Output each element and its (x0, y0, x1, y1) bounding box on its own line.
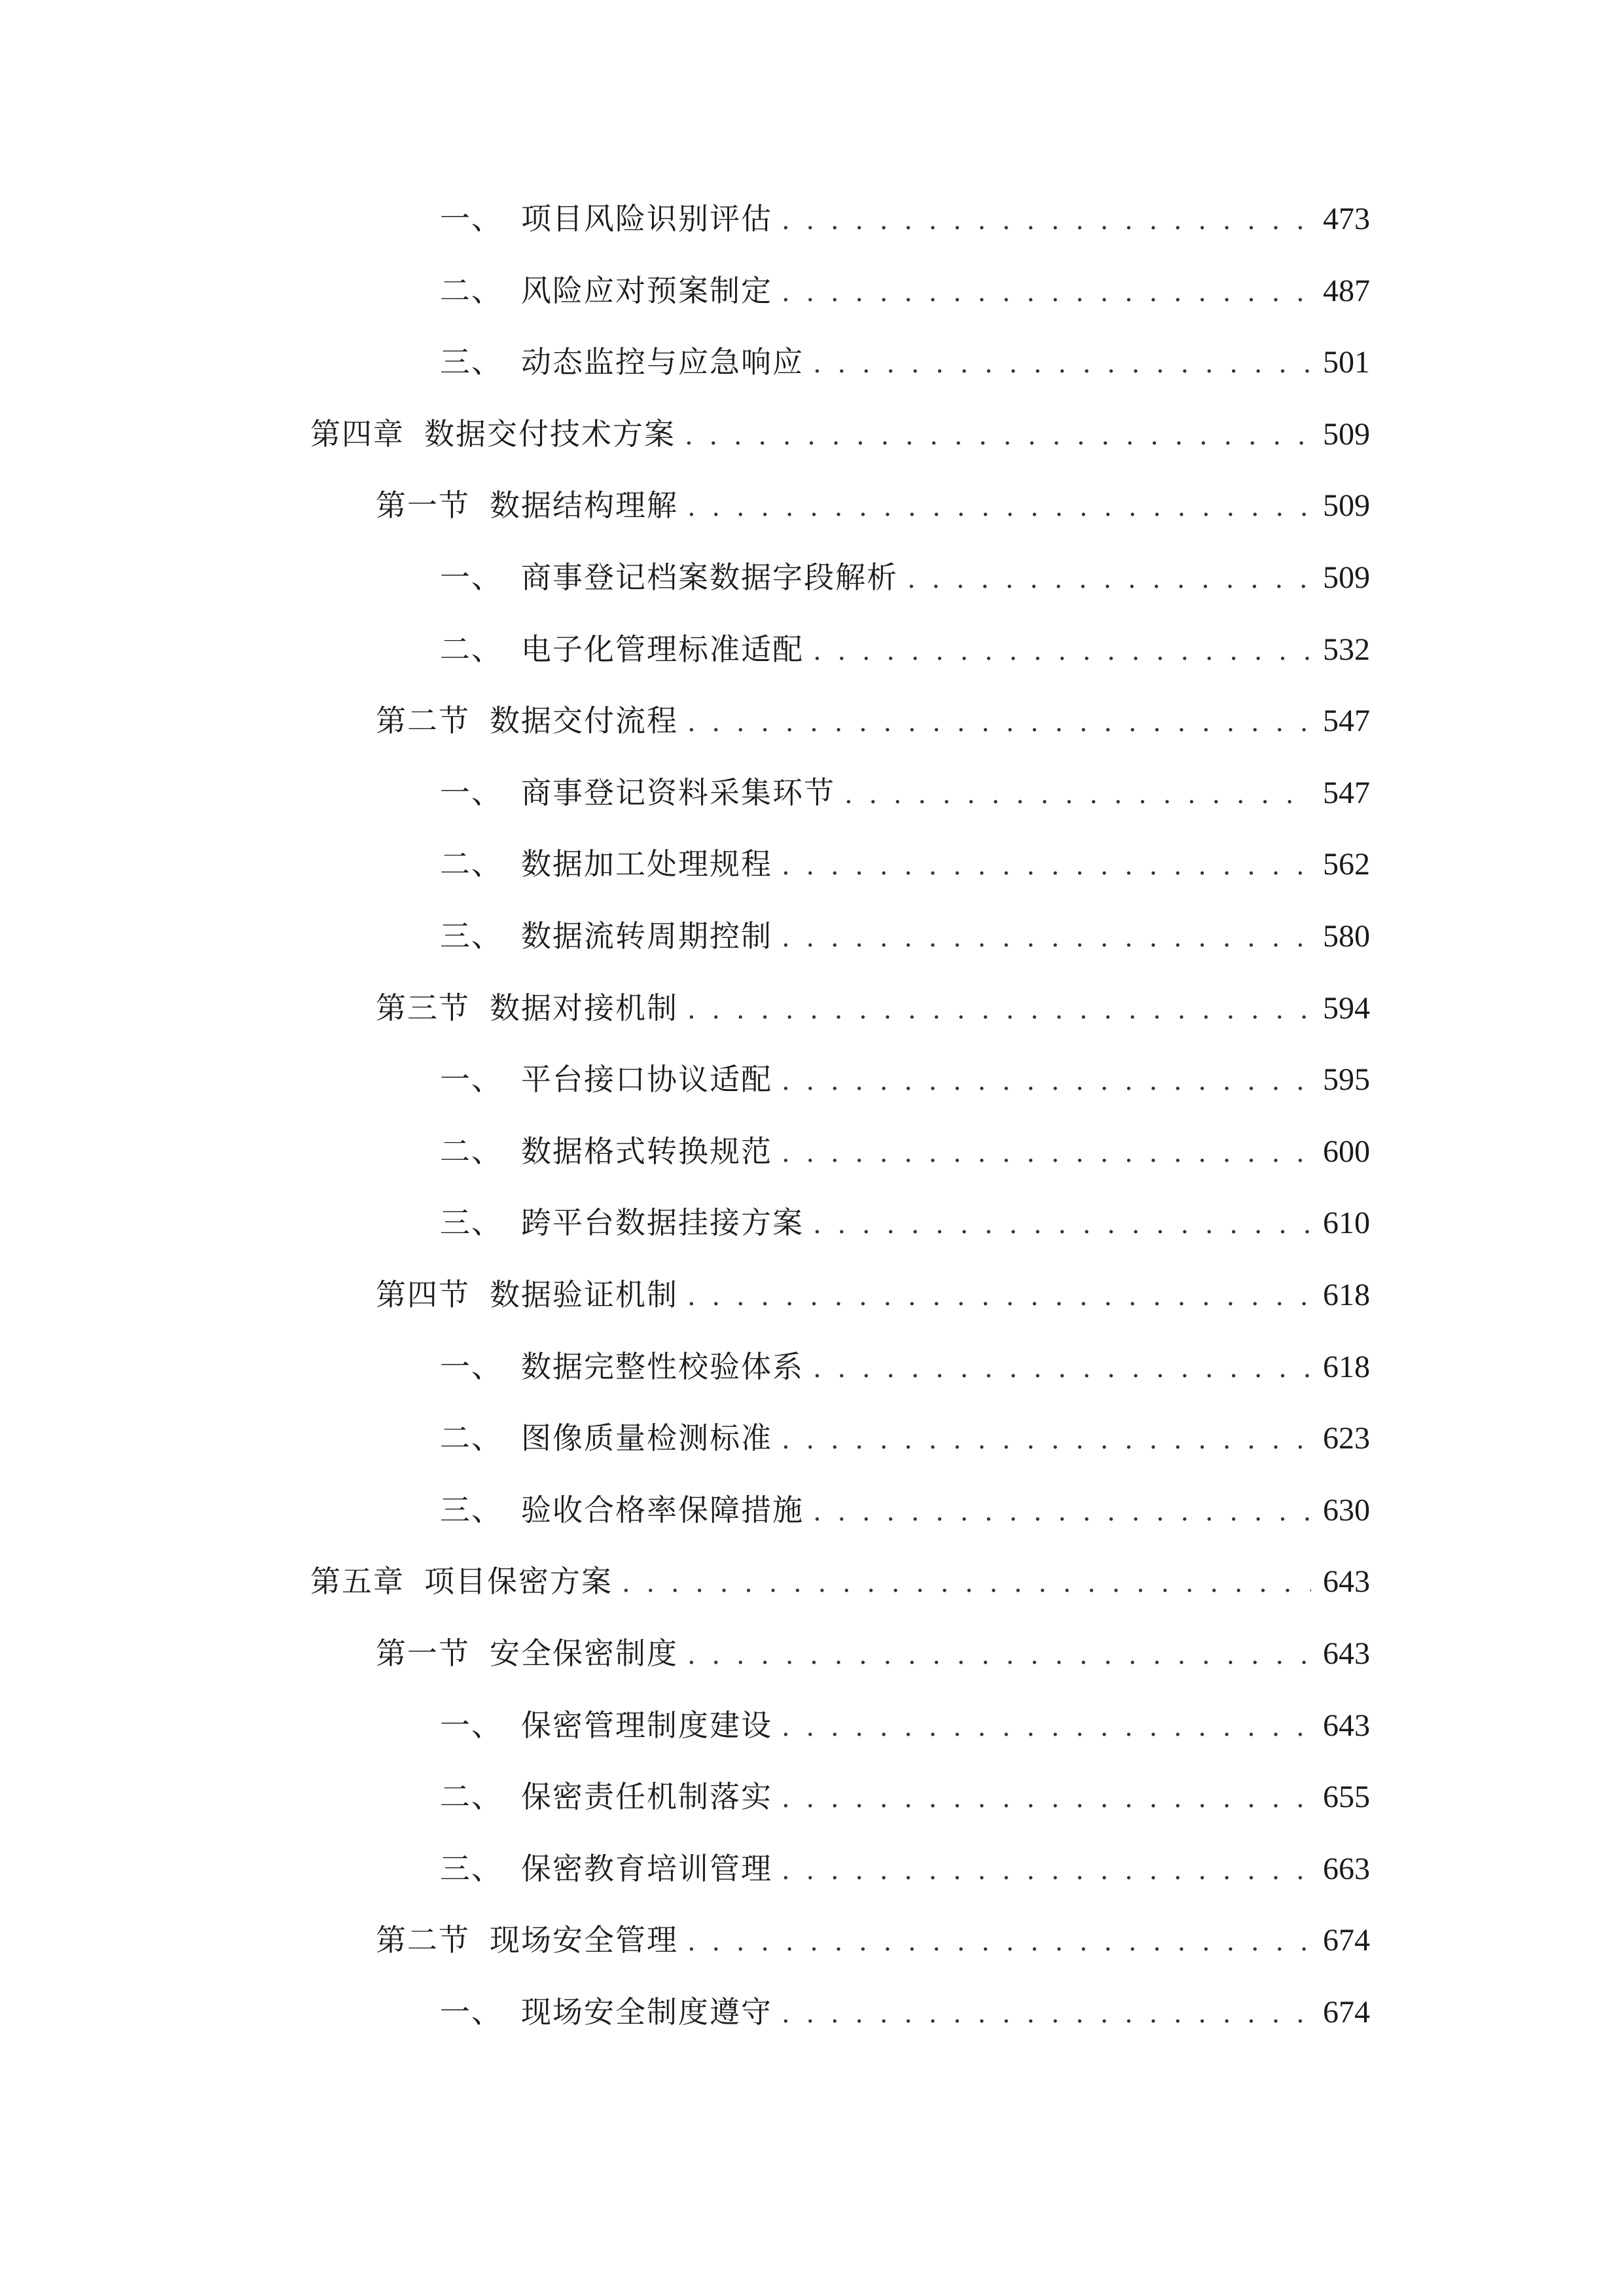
toc-entry-title: 商事登记档案数据字段解析 (521, 560, 898, 595)
toc-entry-title: 数据加工处理规程 (521, 846, 772, 882)
toc-entry[interactable] (310, 1560, 1370, 1602)
toc-dot-leader (813, 1204, 1311, 1246)
toc-entry-page-number: 501 (1323, 345, 1370, 380)
toc-entry-prefix: 第四章 (310, 416, 405, 452)
toc-entry-prefix: 一、 (440, 560, 503, 595)
toc-entry[interactable] (440, 1130, 1370, 1172)
toc-entry-title: 数据格式转换规范 (521, 1134, 772, 1169)
toc-entry[interactable] (440, 270, 1370, 312)
toc-entry-prefix: 一、 (440, 1708, 503, 1743)
toc-entry-page-number: 618 (1323, 1350, 1370, 1384)
toc-entry-prefix: 一、 (440, 775, 503, 810)
toc-dot-leader (813, 1348, 1311, 1390)
toc-dot-leader (782, 845, 1311, 887)
toc-entry-page-number: 562 (1323, 847, 1370, 882)
toc-entry-prefix: 三、 (440, 918, 503, 954)
toc-entry-title: 平台接口协议适配 (521, 1062, 772, 1097)
toc-dot-leader (782, 1706, 1311, 1748)
toc-entry-page-number: 674 (1323, 1923, 1370, 1958)
toc-entry-page-number: 595 (1323, 1062, 1370, 1097)
toc-entry-title: 保密责任机制落实 (521, 1779, 772, 1814)
toc-entry-page-number: 580 (1323, 919, 1370, 954)
toc-entry-title: 图像质量检测标准 (521, 1420, 772, 1456)
toc-entry-title: 商事登记资料采集环节 (521, 775, 835, 810)
toc-entry[interactable] (440, 1058, 1370, 1100)
toc-entry-page-number: 487 (1323, 274, 1370, 308)
toc-entry-prefix: 一、 (440, 1349, 503, 1384)
toc-entry[interactable] (376, 987, 1370, 1029)
toc-entry[interactable] (440, 1991, 1370, 2033)
toc-dot-leader (687, 486, 1311, 528)
toc-entry[interactable] (440, 1704, 1370, 1746)
toc-entry[interactable] (376, 1919, 1370, 1961)
toc-entry-prefix: 一、 (440, 201, 503, 236)
toc-dot-leader (813, 343, 1311, 385)
toc-dot-leader (907, 558, 1311, 600)
toc-entry-title: 验收合格率保障措施 (521, 1492, 804, 1528)
toc-entry[interactable] (440, 341, 1370, 383)
toc-entry-prefix: 二、 (440, 1134, 503, 1169)
toc-entry-prefix: 第五章 (310, 1564, 405, 1599)
toc-entry-title: 数据完整性校验体系 (521, 1349, 804, 1384)
toc-entry[interactable] (440, 915, 1370, 957)
toc-entry[interactable] (440, 556, 1370, 598)
toc-entry-page-number: 674 (1323, 1995, 1370, 2030)
toc-entry[interactable] (376, 700, 1370, 742)
toc-entry-page-number: 473 (1323, 202, 1370, 236)
toc-entry[interactable] (376, 1632, 1370, 1674)
toc-entry-page-number: 610 (1323, 1206, 1370, 1240)
toc-dot-leader (782, 1060, 1311, 1102)
toc-entry-page-number: 618 (1323, 1278, 1370, 1312)
toc-entry-title: 风险应对预案制定 (521, 273, 772, 308)
toc-entry[interactable] (440, 198, 1370, 240)
toc-dot-leader (782, 1993, 1311, 2035)
toc-entry-title: 现场安全管理 (490, 1922, 678, 1958)
toc-dot-leader (685, 415, 1311, 457)
toc-entry-title: 数据交付技术方案 (424, 416, 676, 452)
toc-entry-title: 保密教育培训管理 (521, 1851, 772, 1886)
toc-entry-title: 项目风险识别评估 (521, 201, 772, 236)
toc-dot-leader (687, 702, 1311, 744)
toc-entry-title: 安全保密制度 (490, 1636, 678, 1671)
toc-entry-page-number: 532 (1323, 632, 1370, 667)
toc-dot-leader (813, 630, 1311, 672)
toc-entry-title: 电子化管理标准适配 (521, 632, 804, 667)
toc-entry-page-number: 509 (1323, 560, 1370, 595)
toc-entry[interactable] (440, 1202, 1370, 1244)
toc-entry-title: 动态监控与应急响应 (521, 344, 804, 380)
toc-dot-leader (687, 1921, 1311, 1963)
toc-entry[interactable] (440, 1776, 1370, 1818)
toc-entry[interactable] (440, 1848, 1370, 1890)
toc-entry-prefix: 第三节 (376, 990, 470, 1026)
toc-entry-prefix: 二、 (440, 273, 503, 308)
toc-entry-prefix: 一、 (440, 1994, 503, 2030)
toc-entry-prefix: 第二节 (376, 1922, 470, 1958)
toc-entry-title: 数据对接机制 (490, 990, 678, 1026)
toc-entry-prefix: 第四节 (376, 1277, 470, 1312)
toc-dot-leader (687, 1276, 1311, 1318)
toc-entry-title: 项目保密方案 (424, 1564, 613, 1599)
toc-entry-prefix: 二、 (440, 846, 503, 882)
toc-entry-title: 保密管理制度建设 (521, 1708, 772, 1743)
toc-dot-leader (687, 989, 1311, 1031)
toc-dot-leader (622, 1562, 1311, 1604)
toc-entry-page-number: 643 (1323, 1564, 1370, 1599)
toc-entry-page-number: 655 (1323, 1780, 1370, 1814)
toc-entry[interactable] (310, 413, 1370, 455)
toc-entry-prefix: 第一节 (376, 1636, 470, 1671)
toc-dot-leader (782, 1850, 1311, 1892)
toc-entry-prefix: 三、 (440, 344, 503, 380)
toc-dot-leader (782, 1132, 1311, 1174)
toc-entry-prefix: 二、 (440, 1779, 503, 1814)
toc-entry-title: 数据验证机制 (490, 1277, 678, 1312)
toc-entry[interactable] (376, 484, 1370, 526)
toc-dot-leader (782, 272, 1311, 314)
toc-dot-leader (844, 774, 1311, 816)
toc-dot-leader (782, 1419, 1311, 1461)
toc-entry-page-number: 509 (1323, 417, 1370, 452)
toc-entry[interactable] (440, 1489, 1370, 1531)
toc-entry[interactable] (376, 1274, 1370, 1316)
toc-entry-prefix: 三、 (440, 1851, 503, 1886)
toc-dot-leader (782, 200, 1311, 242)
toc-dot-leader (782, 917, 1311, 959)
toc-entry-title: 跨平台数据挂接方案 (521, 1205, 804, 1240)
toc-entry-page-number: 594 (1323, 991, 1370, 1026)
toc-entry-prefix: 二、 (440, 1420, 503, 1456)
toc-entry-title: 数据结构理解 (490, 488, 678, 523)
toc-entry-page-number: 643 (1323, 1708, 1370, 1743)
toc-entry-title: 现场安全制度遵守 (521, 1994, 772, 2030)
toc-entry[interactable] (440, 628, 1370, 670)
toc-entry-prefix: 第一节 (376, 488, 470, 523)
toc-entry-page-number: 663 (1323, 1852, 1370, 1886)
toc-entry-title: 数据流转周期控制 (521, 918, 772, 954)
toc-entry[interactable] (440, 843, 1370, 885)
toc-dot-leader (687, 1634, 1311, 1676)
toc-entry-title: 数据交付流程 (490, 703, 678, 738)
toc-entry-page-number: 547 (1323, 704, 1370, 738)
toc-dot-leader (813, 1491, 1311, 1533)
toc-entry-page-number: 547 (1323, 776, 1370, 810)
toc-entry-prefix: 第二节 (376, 703, 470, 738)
toc-entry-page-number: 509 (1323, 488, 1370, 523)
toc-entry-prefix: 三、 (440, 1492, 503, 1528)
toc-entry-prefix: 二、 (440, 632, 503, 667)
toc-entry[interactable] (440, 1346, 1370, 1388)
toc-entry-page-number: 630 (1323, 1493, 1370, 1528)
toc-entry-page-number: 623 (1323, 1421, 1370, 1456)
toc-entry[interactable] (440, 1417, 1370, 1459)
toc-entry-page-number: 600 (1323, 1134, 1370, 1169)
toc-entry[interactable] (440, 772, 1370, 814)
toc-dot-leader (782, 1778, 1311, 1820)
toc-entry-prefix: 三、 (440, 1205, 503, 1240)
toc-entry-prefix: 一、 (440, 1062, 503, 1097)
toc-entry-page-number: 643 (1323, 1636, 1370, 1671)
